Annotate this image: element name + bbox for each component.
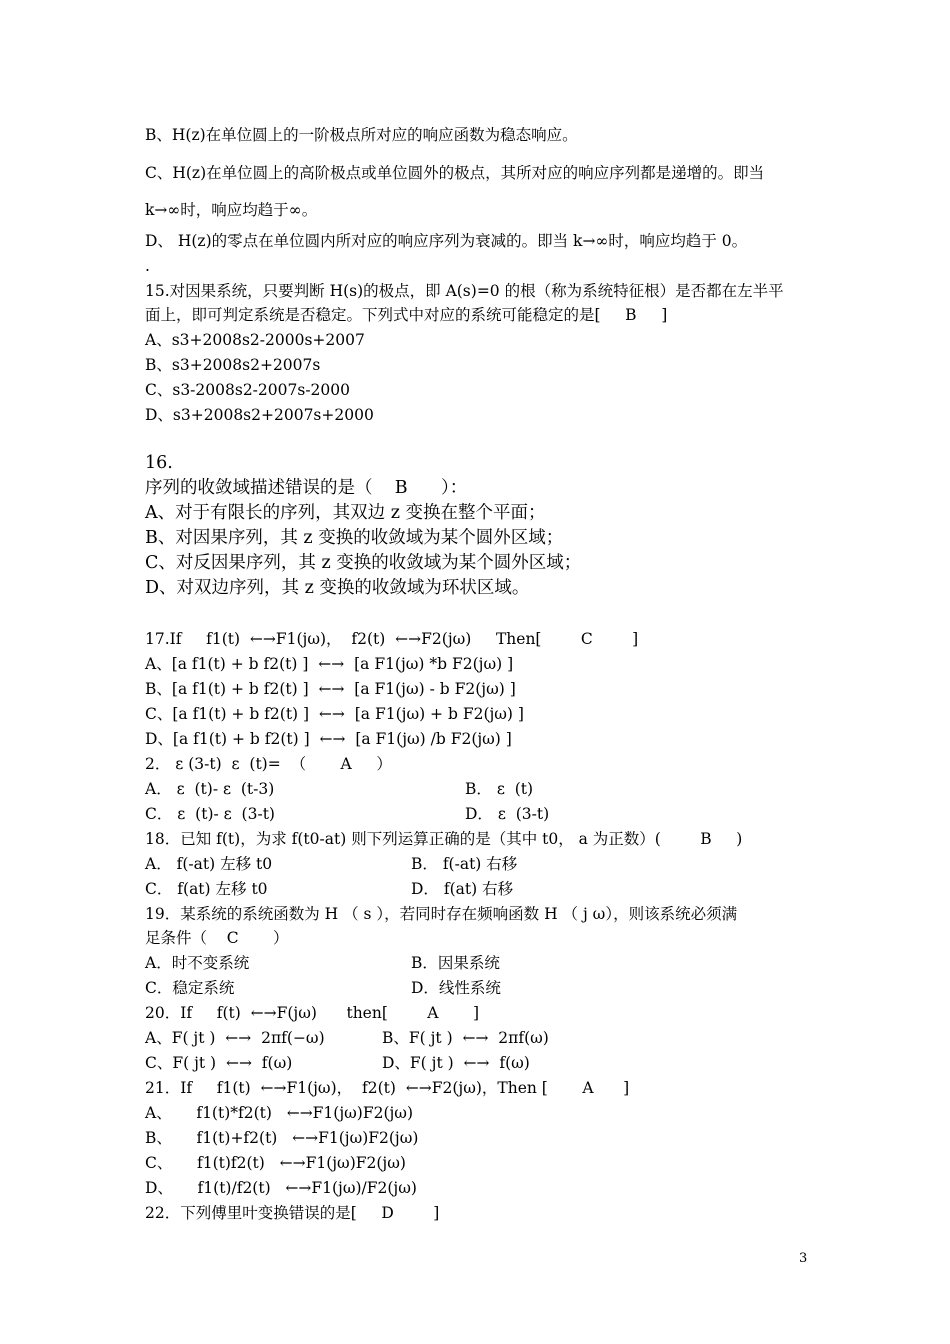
q17-option-b: B、[a f1(t) + b f2(t) ] ←→ [a F1(jω) - b F2(jω) ] <box>145 680 516 698</box>
q15-stem-line1: 15.对因果系统，只要判断 H(s)的极点，即 A(s)=0 的根（称为系统特征根）是否都在左半平 <box>145 282 784 300</box>
q19-option-a: A．时不变系统 <box>145 954 250 972</box>
q18-option-a: A． f(-at) 左移 t0 <box>145 855 273 873</box>
q14-option-c-line1: C、H(z)在单位圆上的高阶极点或单位圆外的极点，其所对应的响应序列都是递增的。即当 <box>145 164 765 182</box>
q2-option-b: B． ε (t) <box>465 780 534 798</box>
q21-stem: 21．If f1(t) ←→F1(jω)， f2(t) ←→F2(jω)，Then [ A ] <box>145 1079 630 1097</box>
page-number: 3 <box>799 1251 808 1266</box>
q17-option-d: D、[a f1(t) + b f2(t) ] ←→ [a F1(jω) /b F2(jω) ] <box>145 730 512 748</box>
q15-option-c: C、s3-2008s2-2007s-2000 <box>145 381 350 399</box>
q2-option-d: D． ε (3-t) <box>465 805 550 823</box>
q21-option-d: D、 f1(t)/f2(t) ←→F1(jω)/F2(jω) <box>145 1179 417 1197</box>
q15-option-b: B、s3+2008s2+2007s <box>145 356 321 374</box>
q21-option-c: C、 f1(t)f2(t) ←→F1(jω)F2(jω) <box>145 1154 406 1172</box>
q20-stem: 20．If f(t) ←→F(jω) then[ A ] <box>145 1004 480 1022</box>
stray-dot: . <box>145 257 150 275</box>
q15-stem-line2: 面上，即可判定系统是否稳定。下列式中对应的系统可能稳定的是[ B ] <box>145 306 668 324</box>
q14-option-c-line2: k→∞时，响应均趋于∞。 <box>145 201 318 219</box>
q15-option-d: D、s3+2008s2+2007s+2000 <box>145 406 374 424</box>
q19-option-d: D．线性系统 <box>411 979 501 997</box>
q2-option-c: C． ε (t)- ε (3-t) <box>145 805 275 823</box>
q21-option-b: B、 f1(t)+f2(t) ←→F1(jω)F2(jω) <box>145 1129 419 1147</box>
q18-stem: 18．已知 f(t)，为求 f(t0-at) 则下列运算正确的是（其中 t0， a 为正数）( B ) <box>145 830 743 848</box>
q18-option-d: D． f(at) 右移 <box>411 880 514 898</box>
q19-stem-line2: 足条件（ C ） <box>145 929 289 947</box>
q20-option-b: B、F( jt ) ←→ 2πf(ω) <box>382 1029 549 1047</box>
q2-stem: 2． ε (3-t) ε (t)= （ A ） <box>145 755 392 773</box>
q19-stem-line1: 19．某系统的系统函数为 H （ s ），若同时存在频响函数 H （ j ω），则该系统必须满 <box>145 905 738 923</box>
q18-option-b: B． f(-at) 右移 <box>411 855 518 873</box>
q17-option-c: C、[a f1(t) + b f2(t) ] ←→ [a F1(jω) + b F2(jω) ] <box>145 705 524 723</box>
q17-stem: 17.If f1(t) ←→F1(jω)， f2(t) ←→F2(jω) Then[ C ] <box>145 630 639 648</box>
q18-option-c: C． f(at) 左移 t0 <box>145 880 268 898</box>
q14-option-b: B、H(z)在单位圆上的一阶极点所对应的响应函数为稳态响应。 <box>145 126 578 144</box>
q19-option-b: B．因果系统 <box>411 954 500 972</box>
q15-option-a: A、s3+2008s2-2000s+2007 <box>145 331 365 349</box>
q19-option-c: C．稳定系统 <box>145 979 235 997</box>
q16-number: 16. <box>145 453 173 473</box>
q20-option-d: D、F( jt ) ←→ f(ω) <box>382 1054 530 1072</box>
q16-option-b: B、对因果序列，其 z 变换的收敛域为某个圆外区域； <box>145 528 564 548</box>
q17-option-a: A、[a f1(t) + b f2(t) ] ←→ [a F1(jω) *b F2(jω) ] <box>145 655 514 673</box>
q14-option-d: D、 H(z)的零点在单位圆内所对应的响应序列为衰减的。即当 k→∞时，响应均趋于 0。 <box>145 232 748 250</box>
q16-stem: 序列的收敛域描述错误的是（ B ）： <box>145 478 468 498</box>
q21-option-a: A、 f1(t)*f2(t) ←→F1(jω)F2(jω) <box>145 1104 413 1122</box>
q16-option-d: D、对双边序列，其 z 变换的收敛域为环状区域。 <box>145 578 530 598</box>
q2-option-a: A． ε (t)- ε (t-3) <box>145 780 275 798</box>
q16-option-c: C、对反因果序列，其 z 变换的收敛域为某个圆外区域； <box>145 553 582 573</box>
q22-stem: 22．下列傅里叶变换错误的是[ D ] <box>145 1204 440 1222</box>
q16-option-a: A、对于有限长的序列，其双边 z 变换在整个平面； <box>145 503 546 523</box>
q20-option-a: A、F( jt ) ←→ 2πf(−ω) <box>145 1029 325 1047</box>
q20-option-c: C、F( jt ) ←→ f(ω) <box>145 1054 293 1072</box>
